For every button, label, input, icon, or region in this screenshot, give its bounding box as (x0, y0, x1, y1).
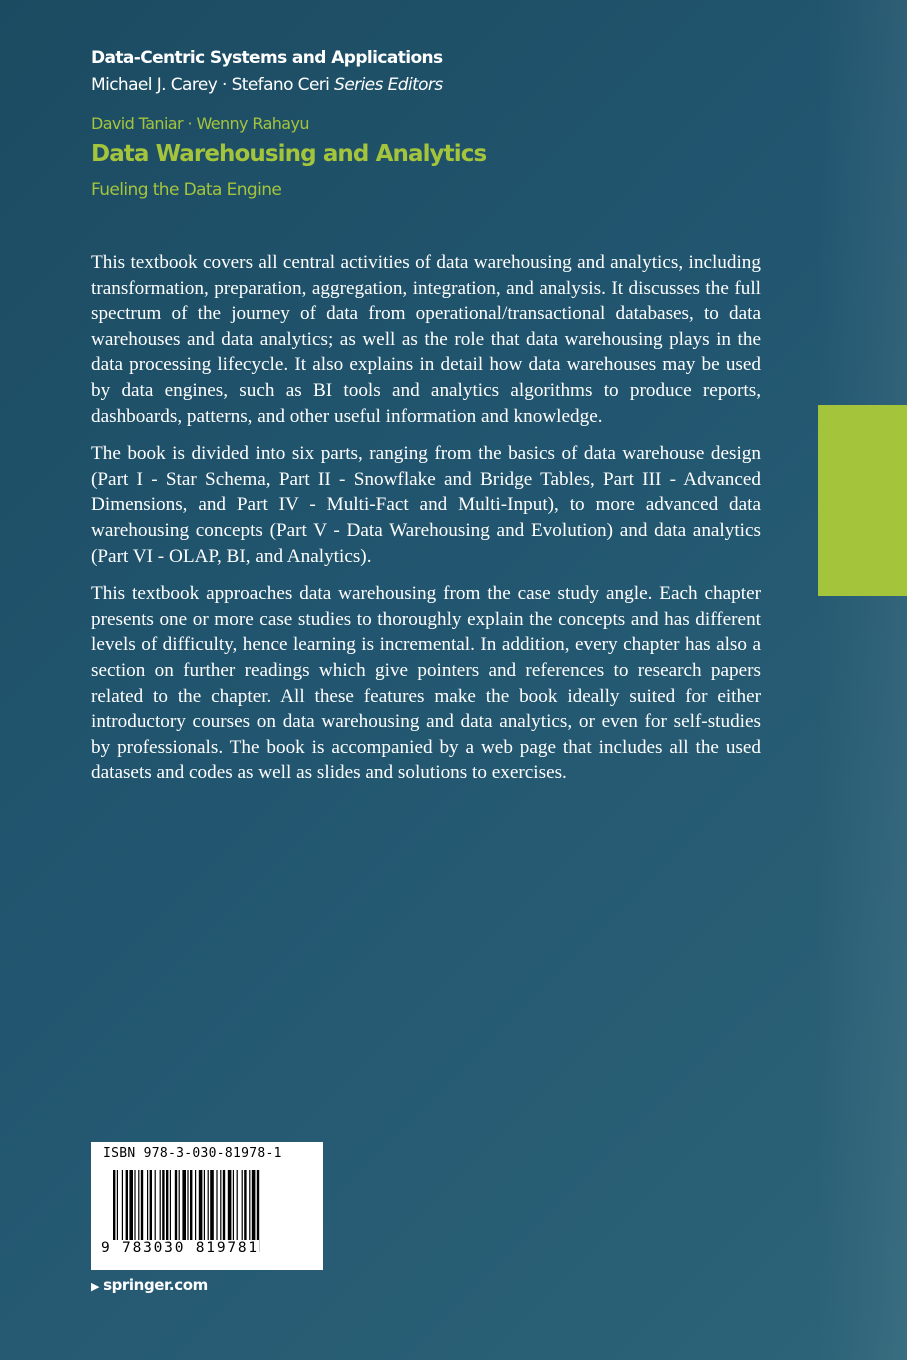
series-name: Data-Centric Systems and Applications (91, 48, 443, 68)
blurb-paragraph: This textbook approaches data warehousing from the case study angle. Each chapter presents one or more case studies to thoroughly explain the concepts and has different levels of difficulty, hence learning is incremental. In addition, every chapter has also a section on further readings which give pointers and references to research papers related to the chapter. All these features make the book ideally suited for either introductory courses on data warehousing and data analytics, or even for self-studies by professionals. The book is accompanied by a web page that includes all the used datasets and codes as well as slides and solutions to exercises. (91, 583, 761, 784)
isbn-barcode (91, 1142, 323, 1270)
series-info (91, 44, 443, 98)
series-editors: Michael J. Carey · Stefano Ceri (91, 75, 330, 95)
blurb (91, 250, 761, 798)
book-authors: David Taniar · Wenny Rahayu (91, 114, 309, 133)
publisher-link[interactable] (91, 1276, 208, 1294)
book-title: Data Warehousing and Analytics (91, 141, 487, 167)
series-editors-line (91, 72, 443, 98)
publisher-url: springer.com (103, 1276, 208, 1294)
blurb-paragraph: The book is divided into six parts, ranging from the basics of data warehouse design (Part I - Star Schema, Part II - Snowflake and Bridge Tables, Part III - Advanced Dimensions, and Part IV - Multi-Fact and Multi-Input), to more advanced data warehousing concepts (Part V - Data Warehousing and Evolution) and data analytics (Part VI - OLAP, BI, and Analytics). (91, 443, 761, 567)
cover-edge-shade (817, 0, 907, 1360)
series-editors-role: Series Editors (334, 75, 443, 95)
accent-color-tab (818, 405, 907, 596)
triangle-right-icon: ▶ (91, 1280, 100, 1293)
blurb-paragraph: This textbook covers all central activities of data warehousing and analytics, including transformation, preparation, aggregation, integration, and analysis. It discusses the full spectrum of the journey of data from operational/transactional databases, to data warehouses and data analytics; as well as the role that data warehousing plays in the data processing lifecycle. It also explains in detail how data warehouses may be used by data engines, such as BI tools and analytics algorithms to produce reports, dashboards, patterns, and other useful information and knowledge. (91, 252, 761, 427)
barcode-digits: 9 783030 819781 (101, 1240, 259, 1256)
book-subtitle: Fueling the Data Engine (91, 180, 282, 200)
isbn-label: ISBN 978-3-030-81978-1 (103, 1146, 282, 1161)
